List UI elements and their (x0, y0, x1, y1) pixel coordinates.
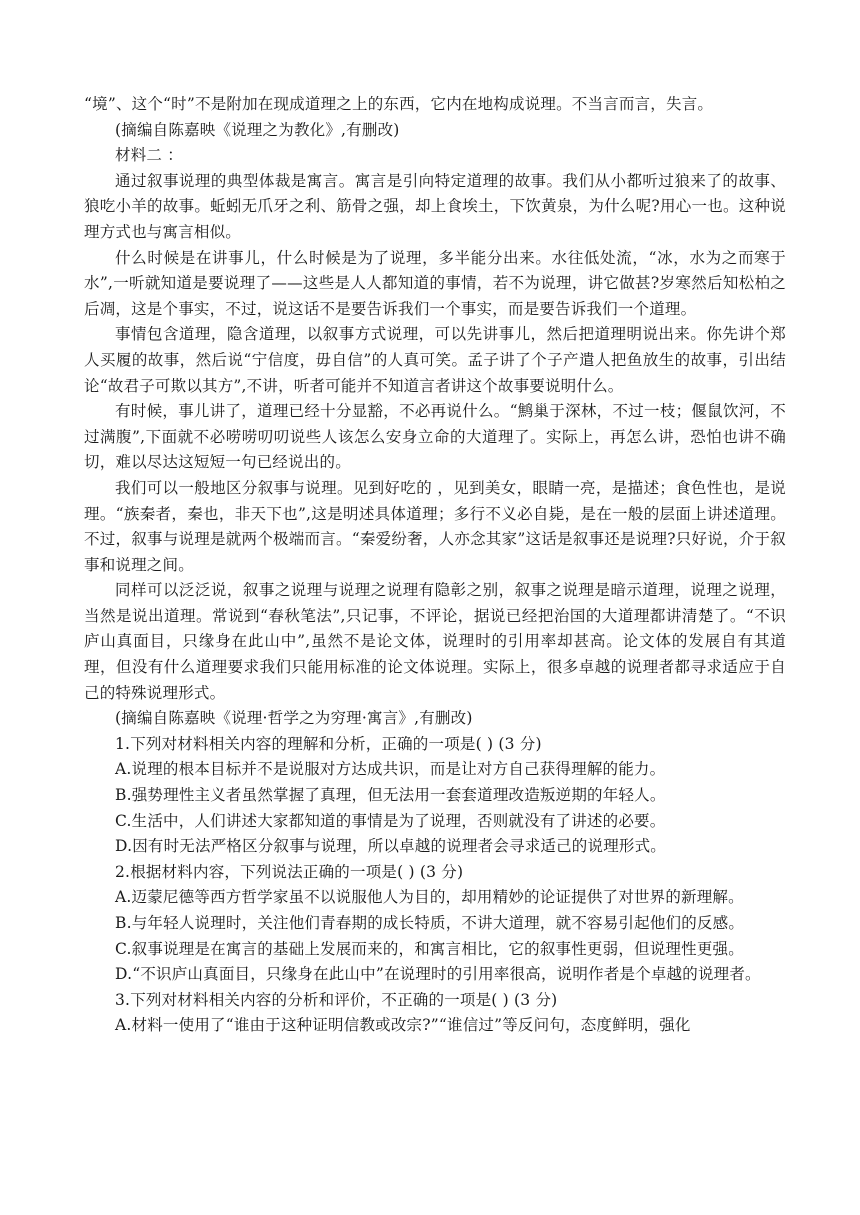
question-stem: 2.根据材料内容，下列说法正确的一项是( ) (3 分) (115, 862, 464, 881)
question-2 (84, 860, 786, 988)
material-2-paragraph: 同样可以泛泛说，叙事之说理与说理之说理有隐彰之别，叙事之说理是暗示道理，说理之说理，当然是说出道理。常说到“春秋笔法”,只记事，不评论，据说已经把治国的大道理都讲清楚了。“不识庐山真面目，只缘身在此山中”,虽然不是论文体，说理时的引用率却甚高。论文体的发展自有其道理，但没有什么道理要求我们只能用标准的论文体说理。实际上，很多卓越的说理者都寻求适应于自己的特殊说理形式。 (84, 581, 786, 702)
question-3 (84, 988, 786, 1039)
material-2-paragraph: 什么时候是在讲事儿，什么时候是为了说理，多半能分出来。水往低处流，“冰，水为之而寒于水”,一听就知道是要说理了——这些是人人都知道的事情，若不为说理，讲它做甚?岁寒然后知松柏之后凋，这是个事实，不过，说这话不是要告诉我们一个事实，而是要告诉我们一个道理。 (84, 248, 786, 318)
question-option: C.叙事说理是在寓言的基础上发展而来的，和寓言相比，它的叙事性更弱，但说理性更强。 (115, 939, 744, 958)
question-1 (84, 732, 786, 860)
question-stem: 3.下列对材料相关内容的分析和评价，不正确的一项是( ) (3 分) (115, 990, 558, 1009)
document-page (84, 92, 786, 1039)
material-2-label: 材料二 ： (115, 146, 183, 165)
question-option: B.与年轻人说理时，关注他们青春期的成长特质，不讲大道理，就不容易引起他们的反感。 (115, 914, 745, 932)
question-option: C.生活中，人们讲述大家都知道的事情是为了说理，否则就没有了讲述的必要。 (115, 811, 666, 830)
material-2-paragraph: 通过叙事说理的典型体裁是寓言。寓言是引向特定道理的故事。我们从小都听过狼来了的故事、狼吃小羊的故事。蚯蚓无爪牙之利、筋骨之强，却上食埃土，下饮黄泉，为什么呢?用心一也。这种说理方式也与寓言相似。 (84, 171, 786, 241)
question-option: A.材料一使用了“谁由于这种证明信教或改宗?”“谁信过”等反问句，态度鲜明，强化 (115, 1016, 691, 1035)
material-2-paragraph: 我们可以一般地区分叙事与说理。见到好吃的 ，见到美女，眼睛一亮，是描述；食色性也，是说理。“族秦者，秦也，非天下也”,这是明述具体道理；多行不义必自毙，是在一般的层面上讲述道理。不过，叙事与说理是就两个极端而言。“秦爱纷奢，人亦念其家”这话是叙事还是说理?只好说，介于叙事和说理之间。 (84, 478, 786, 574)
source-citation-2: (摘编自陈嘉映《说理·哲学之为穷理·寓言》,有删改) (115, 709, 473, 728)
question-option: A.说理的根本目标并不是说服对方达成共识，而是让对方自己获得理解的能力。 (115, 760, 666, 779)
intro-continuation: “境”、这个“时”不是附加在现成道理之上的东西，它内在地构成说理。不当言而言，失言。 (84, 95, 714, 113)
question-option: A.迈蒙尼德等西方哲学家虽不以说服他人为目的，却用精妙的论证提供了对世界的新理解。 (115, 888, 744, 907)
question-stem: 1.下列对材料相关内容的理解和分析，正确的一项是( ) (3 分) (115, 734, 542, 753)
material-2-paragraph: 事情包含道理，隐含道理，以叙事方式说理，可以先讲事儿，然后把道理明说出来。你先讲个郑人买履的故事，然后说“宁信度，毋自信”的人真可笑。孟子讲了个子产遣人把鱼放生的故事，引出结论“故君子可欺以其方”,不讲，听者可能并不知道言者讲这个故事要说明什么。 (84, 325, 786, 395)
question-option: D.因有时无法严格区分叙事与说理，所以卓越的说理者会寻求适己的说理形式。 (115, 837, 667, 856)
material-2-paragraph: 有时候，事儿讲了，道理已经十分显豁，不必再说什么。“鹪巢于深林，不过一枝；偃鼠饮河，不过满腹”,下面就不必唠唠叨叨说些人该怎么安身立命的大道理了。实际上，再怎么讲，恐怕也讲不确切，难以尽达这短短一句已经说出的。 (84, 402, 786, 472)
question-option: B.强势理性主义者虽然掌握了真理，但无法用一套套道理改造叛逆期的年轻人。 (115, 786, 666, 805)
source-citation-1: (摘编自陈嘉映《说理之为教化》,有删改) (115, 120, 400, 139)
question-option: D.“不识庐山真面目，只缘身在此山中”在说理时的引用率很高，说明作者是个卓越的说理者。 (115, 965, 761, 984)
